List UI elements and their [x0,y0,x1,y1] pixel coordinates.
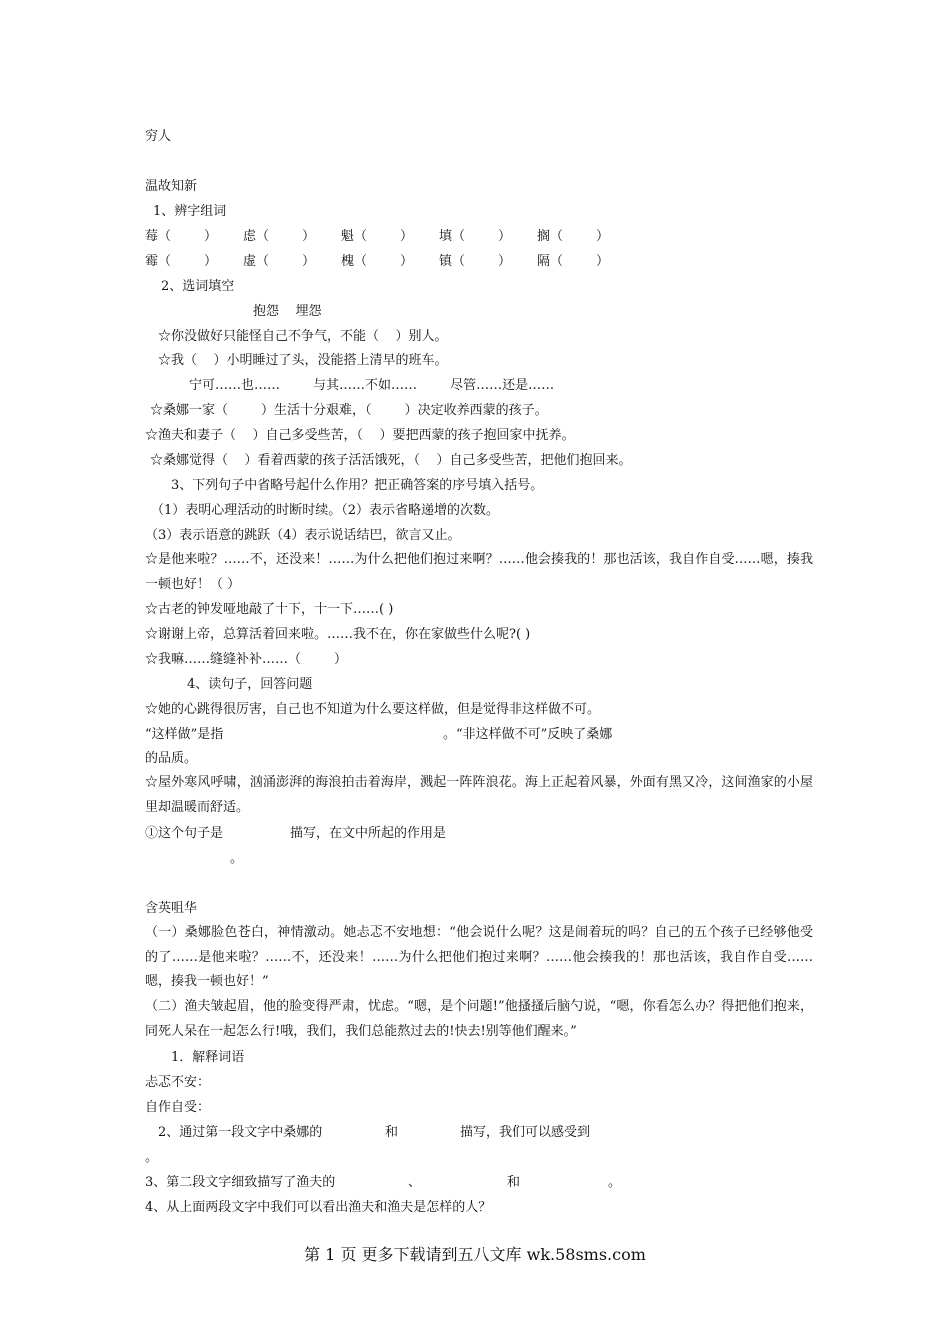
question-3-tail: 。 [608,1175,622,1190]
fill-sentence: ☆你没做好只能怪自己不争气，不能（ ）别人。 [158,329,448,344]
fill-sentence: ☆桑娜觉得（ ）看着西蒙的孩子活活饿死，（ ）自己多受些苦，把他们抱回来。 [150,453,632,468]
char-item: 霉（ ） [145,254,218,269]
question-3-start: 3、第二段文字细致描写了渔夫的 [145,1175,336,1190]
answer-line-end: 。“非这样做不可”反映了桑娜 [443,727,613,742]
vocab-word: 自作自受： [145,1100,211,1115]
question-2-tail: 。 [145,1150,159,1165]
section-heading-reading: 含英咀华 [145,901,198,916]
page-footer: 第 1 页 更多下载请到五八文库 wk.58sms.com [304,1245,646,1264]
char-item: 莓（ ） [145,229,218,244]
word-choices-2: 宁可……也…… 与其……不如…… 尽管……还是…… [189,378,555,393]
answer-line-mid: 描写，在文中所起的作用是 [290,826,447,841]
section-heading-review: 温故知新 [145,179,198,194]
answer-line-tail: 的品质。 [145,751,198,766]
reading-sentence: ☆屋外寒风呼啸，汹涌澎湃的海浪拍击着海岸，溅起一阵阵浪花。海上正起着风暴，外面有黑又冷，这间渔家的小屋里却温暖而舒适。 [145,775,813,815]
fill-sentence: ☆渔夫和妻子（ ）自己多受些苦，（ ）要把西蒙的孩子抱回家中抚养。 [145,428,575,443]
reading-paragraph-1: （一）桑娜脸色苍白，神情激动。她忐忑不安地想：“他会说什么呢？这是闹着玩的吗？自己的五个孩子已经够他受的了……是他来啦？……不，还没来！……为什么把他们抱过来啊？……他会揍我的！那也活该，我自作自受……嗯，揍我一顿也好！” [145,925,813,989]
page-title: 穷人 [145,129,172,144]
vocab-word: 忐忑不安： [145,1075,211,1090]
word-choices-1: 抱怨 埋怨 [253,304,322,319]
q1-label: 1、辨字组词 [153,204,227,219]
char-item: 虑（ ） [243,229,316,244]
char-item: 虚（ ） [243,254,316,269]
question-3-sep: 、 [408,1175,422,1190]
char-item: 隔（ ） [537,254,610,269]
ellipsis-sentence: ☆古老的钟发哑地敲了十下，十一下……( ) [145,602,394,617]
q3-options: （3）表示语意的跳跃（4）表示说话结巴，欲言又止。 [145,528,461,543]
q3-options: （1）表明心理活动的时断时续。（2）表示省略递增的次数。 [151,503,500,518]
char-item: 槐（ ） [341,254,414,269]
q3-label: 3、下列句子中省略号起什么作用？把正确答案的序号填入括号。 [171,478,544,493]
char-item: 搁（ ） [537,229,610,244]
answer-line-start: “这样做”是指 [145,727,224,742]
question-2-and: 和 [385,1125,399,1140]
answer-line-tail: 。 [230,851,244,866]
fill-sentence: ☆我（ ）小明睡过了头，没能搭上清早的班车。 [158,353,448,368]
ellipsis-sentence: ☆谢谢上帝，总算活着回来啦。……我不在，你在家做些什么呢?( ) [145,627,531,642]
q4-label: 4、读句子，回答问题 [187,677,313,692]
ellipsis-sentence: ☆我嘛……缝缝补补……（ ） [145,652,348,667]
question-3-and: 和 [507,1175,521,1190]
question-2-end: 描写，我们可以感受到 [460,1125,591,1140]
reading-sentence: ☆她的心跳得很厉害，自己也不知道为什么要这样做，但是觉得非这样做不可。 [145,702,601,717]
char-item: 镇（ ） [439,254,512,269]
question-4: 4、从上面两段文字中我们可以看出渔夫和渔夫是怎样的人？ [145,1200,492,1215]
reading-paragraph-2: （二）渔夫皱起眉，他的脸变得严肃，忧虑。“嗯，是个问题!”他搔搔后脑勺说，“嗯，你看怎么办？得把他们抱来，同死人呆在一起怎么行!哦，我们，我们总能熬过去的!快去!别等他们醒来。” [145,999,813,1039]
question-2-start: 2、通过第一段文字中桑娜的 [158,1125,323,1140]
vocab-question: 1．解释词语 [171,1050,245,1065]
fill-sentence: ☆桑娜一家（ ）生活十分艰难，（ ）决定收养西蒙的孩子。 [150,403,548,418]
q2-label: 2、选词填空 [161,279,235,294]
char-item: 魁（ ） [341,229,414,244]
ellipsis-sentence: ☆是他来啦？……不，还没来！……为什么把他们抱过来啊？……他会揍我的！那也活该，我自作自受……嗯，揍我一顿也好！（ ） [145,552,813,592]
char-item: 填（ ） [439,229,512,244]
answer-line-start: ①这个句子是 [145,826,224,841]
